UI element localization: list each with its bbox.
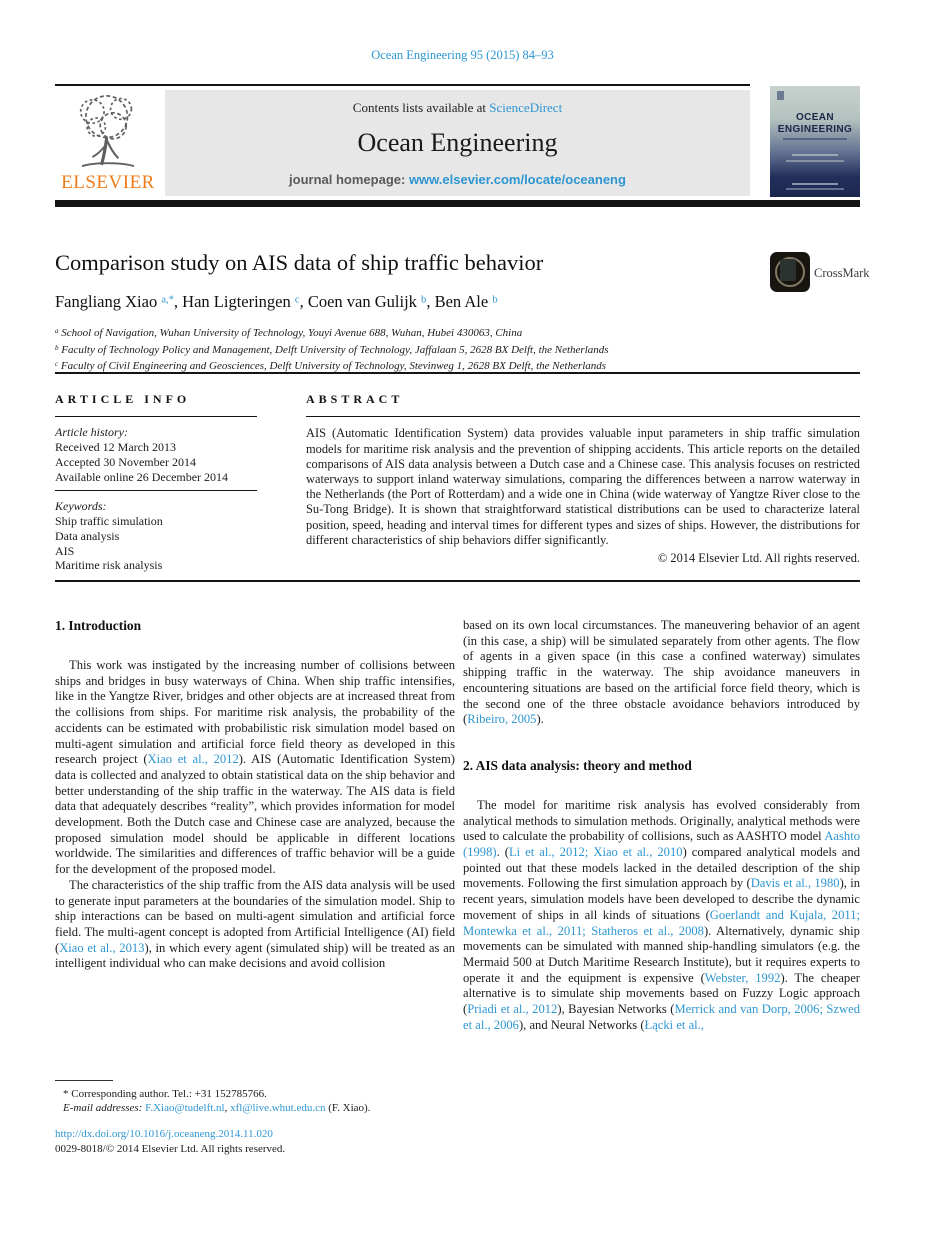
section-heading-ais-data-analysis: 2. AIS data analysis: theory and method — [463, 757, 692, 773]
cover-footer-bar — [792, 183, 838, 185]
text-segment: ). — [536, 712, 544, 727]
affiliations — [55, 324, 815, 374]
text-segment: ), and Neural Networks ( — [518, 1017, 645, 1032]
journal-citation[interactable]: Ocean Engineering 95 (2015) 84–93 — [371, 48, 554, 62]
journal-homepage-line — [165, 172, 750, 187]
text-segment: ) compared analytical models and pointed out that these models lacked in the detailed description of the ship movements. Following the first simulation approach by ( — [463, 845, 860, 891]
citation-link[interactable]: Li et al., 2012; Xiao et al., 2010 — [508, 845, 683, 860]
text-segment: journal homepage: — [289, 172, 409, 187]
affiliation-line — [55, 324, 815, 341]
corresponding-author-note: * Corresponding author. Tel.: +31 152785766. — [63, 1088, 267, 1101]
citation-link[interactable]: Łącki et al., — [644, 1017, 704, 1032]
header-bottom-bar — [55, 200, 860, 207]
citation-link[interactable]: Davis et al., 1980 — [750, 876, 840, 891]
contents-line — [165, 100, 750, 116]
article-info-heading-rule — [55, 416, 257, 417]
text-segment: School of Navigation, Wuhan University of Technology, Youyi Avenue 688, Wuhan, Hubei 430063, China — [58, 327, 523, 340]
elsevier-logo-text: ELSEVIER — [61, 172, 155, 193]
text-segment: c — [55, 360, 59, 369]
article-history-label: Article history: — [55, 425, 128, 440]
text-segment: Faculty of Technology Policy and Management, Delft University of Technology, Jaffalaan 5, 2628 BX Delft, the Netherlands — [58, 343, 609, 356]
abstract-heading: ABSTRACT — [306, 392, 404, 406]
affiliation-line — [55, 341, 815, 358]
text-segment: ). AIS (Automatic Identification System) data is collected and analyzed to obtain statistical data on the ship behavior and better understanding of the ship traffic in the waterway. The AIS data is field data that adequately describes “reality”, which provides information for model development. Both the Dutch case and Chinese case are analyzed, because the proposed simulation model should be applicable in different locations worldwide. The similarities and differences of traffic behavior will be a guide for the development of the proposed model. — [55, 752, 455, 877]
issn-copyright-line: 0029-8018/© 2014 Elsevier Ltd. All rights reserved. — [55, 1143, 286, 1156]
author-affiliation-ref[interactable]: b — [421, 294, 427, 306]
abstract-copyright: © 2014 Elsevier Ltd. All rights reserved. — [657, 551, 860, 566]
cover-editors-bar2 — [786, 160, 844, 162]
cover-footer-bar2 — [786, 188, 844, 190]
citation-link[interactable]: Xiao et al., 2013 — [59, 940, 145, 955]
body-paragraph — [55, 658, 455, 878]
section-heading-introduction: 1. Introduction — [55, 618, 142, 633]
text-segment: , Coen van Gulijk — [299, 292, 422, 311]
citation-link[interactable]: Xiao et al., 2012 — [147, 752, 239, 767]
text-segment: ), Bayesian Networks ( — [557, 1002, 675, 1017]
abstract-heading-rule — [306, 416, 860, 417]
keyword-item: Data analysis — [55, 528, 120, 543]
history-item: Accepted 30 November 2014 — [55, 454, 196, 469]
citation-link[interactable]: Merrick and van Dorp, 2006; Szwed et al., 2006 — [463, 1002, 860, 1032]
text-segment: (F. Xiao). — [325, 1102, 371, 1115]
text-segment: Contents lists available at — [352, 100, 490, 115]
sciencedirect-link[interactable]: ScienceDirect — [489, 100, 563, 115]
citation-link[interactable]: Aashto (1998) — [463, 829, 860, 860]
text-segment: , — [224, 1102, 231, 1115]
text-segment: , Ben Ale — [426, 292, 493, 311]
author-affiliation-ref[interactable]: c — [294, 294, 300, 306]
text-segment: based on its own local circumstances. The maneuvering behavior of an agent (in this case, a ship) will be simulated separately from other agents. The flow of agents in a given space (in this case a confined waterway) simulates shipping traffic in the waterway. The ship avoidance maneuvers in encountering situations are based on the artificial force field theory, which is the second one of the three obstacle avoidance behaviors introduced by ( — [463, 618, 860, 727]
history-item: Available online 26 December 2014 — [55, 469, 229, 484]
text-segment: Fangliang Xiao — [55, 292, 162, 311]
article-info-heading: ARTICLE INFO — [55, 392, 191, 406]
crossmark-icon — [770, 252, 810, 292]
email-addresses-line — [55, 1101, 455, 1115]
text-segment: ). The cheaper alternative is to simulate ship movements based on Fuzzy Logic approach ( — [463, 970, 861, 1017]
journal-cover-thumbnail[interactable] — [770, 86, 860, 197]
keywords-label: Keywords: — [55, 499, 107, 514]
journal-header-banner — [165, 90, 750, 196]
author-list — [55, 292, 755, 312]
article-title: Comparison study on AIS data of ship traffic behavior — [55, 250, 544, 275]
body-paragraph — [463, 618, 860, 728]
cover-title: OCEAN ENGINEERING — [777, 112, 853, 135]
email-link[interactable]: xfl@live.whut.edu.cn — [230, 1102, 326, 1115]
info-band-top-rule — [55, 372, 860, 374]
crossmark-label: CrossMark — [814, 266, 870, 280]
cover-subtitle-bar — [783, 138, 847, 140]
author-affiliation-ref[interactable]: a,* — [161, 294, 174, 306]
keyword-item: AIS — [55, 543, 75, 558]
body-paragraph — [463, 798, 860, 1034]
text-segment: Faculty of Civil Engineering and Geosciences, Delft University of Technology, Stevinweg 1, 2628 BX Delft, the Netherlands — [58, 360, 607, 373]
keyword-item: Maritime risk analysis — [55, 558, 163, 573]
crossmark-badge[interactable] — [770, 252, 880, 294]
text-segment: ). Alternatively, dynamic ship movements can be simulated with manned ship-handling simulators (e.g. the Mermaid 500 at Dutch Maritime Research Institute), but it requires experts to operate it and the equipment is expensive ( — [463, 923, 860, 985]
footnote-block — [55, 1080, 455, 1156]
text-segment: . ( — [496, 845, 509, 860]
body-paragraph — [55, 878, 455, 972]
text-segment: a — [55, 327, 59, 335]
journal-homepage-link[interactable]: www.elsevier.com/locate/oceaneng — [408, 172, 626, 187]
article-info-column — [55, 392, 257, 573]
cover-crest-icon — [777, 91, 784, 100]
text-segment: , Han Ligteringen — [173, 292, 295, 311]
footnote-rule — [55, 1080, 113, 1081]
citation-link[interactable]: Webster, 1992 — [704, 970, 781, 985]
text-segment: E-mail addresses: — [63, 1102, 146, 1115]
journal-title: Ocean Engineering — [357, 128, 558, 157]
body-right-column — [463, 618, 860, 1033]
info-band-bottom-rule — [55, 580, 860, 582]
keyword-item: Ship traffic simulation — [55, 513, 163, 528]
article-info-divider — [55, 490, 257, 492]
text-segment: b — [55, 343, 59, 352]
citation-link[interactable]: Priadi et al., 2012 — [467, 1002, 558, 1017]
text-segment: This work was instigated by the increasing number of collisions between ships and bridges in busy waterways of China. When ship traffic intensifies, like in the Yangtze River, bridges and other objects are at increased threat from the collisions from ships. For maritime risk analysis, the probability of the accidents can be estimated with probabilistic risk simulation model based on multi-agent simulation and artificial force field theory as developed in this research project ( — [55, 658, 455, 767]
text-segment: The model for maritime risk analysis has evolved considerably from analytical methods to simulation methods. Originally, analytical methods were used to calculate the probability of collisions, such as AASHTO model — [463, 797, 860, 844]
abstract-text: AIS (Automatic Identification System) data provides valuable input parameters in ship traffic simulation models for maritime risk analysis and the prevention of shipping accidents. This article reports on the detailed comparisons of AIS data analysis between a Dutch case and a Chinese case. This analysis focuses on restricted waterways to support inland waterway simulations, comparing the differences between a narrow waterway in the Netherlands (the Port of Rotterdam) and a wide one in China (wide waterway of Yangtze River close to the Su-Tong Bridge). It is shown that straightforward statistical distributions can be used to characterize lateral position, speed, heading and interval times for different types and sizes of ships. However, the distributions for different characteristics of ship behaviors differ significantly. — [306, 426, 860, 547]
elsevier-tree-icon — [69, 90, 147, 172]
abstract-column — [306, 392, 860, 566]
citation-link[interactable]: Goerlandt and Kujala, 2011; Montewka et al., 2011; Statheros et al., 2008 — [463, 907, 861, 938]
text-segment: ), in recent years, simulation models have been developed to describe the dynamic movement of ships in all kinds of situations ( — [463, 876, 860, 922]
email-link[interactable]: F.Xiao@tudelft.nl — [145, 1102, 225, 1115]
text-segment: ), in which every agent (simulated ship) will be treated as an intelligent individual who can make decisions and avoid collision — [55, 940, 455, 971]
doi-link[interactable]: http://dx.doi.org/10.1016/j.oceaneng.2014.11.020 — [55, 1128, 273, 1141]
citation-link[interactable]: Ribeiro, 2005 — [467, 712, 537, 727]
header-top-rule — [55, 84, 750, 86]
elsevier-logo[interactable] — [55, 90, 161, 196]
history-item: Received 12 March 2013 — [55, 440, 176, 455]
author-affiliation-ref[interactable]: b — [492, 294, 498, 306]
text-segment: The characteristics of the ship traffic from the AIS data analysis will be used to generate input parameters at the boundaries of the simulation model. Ship to ship interactions can be based on multi-agent simulation and artificial force field. The multi-agent concept is adopted from Artificial Intelligence (AI) field ( — [55, 877, 455, 955]
body-left-column — [55, 618, 455, 972]
cover-editors-bar — [792, 154, 838, 156]
